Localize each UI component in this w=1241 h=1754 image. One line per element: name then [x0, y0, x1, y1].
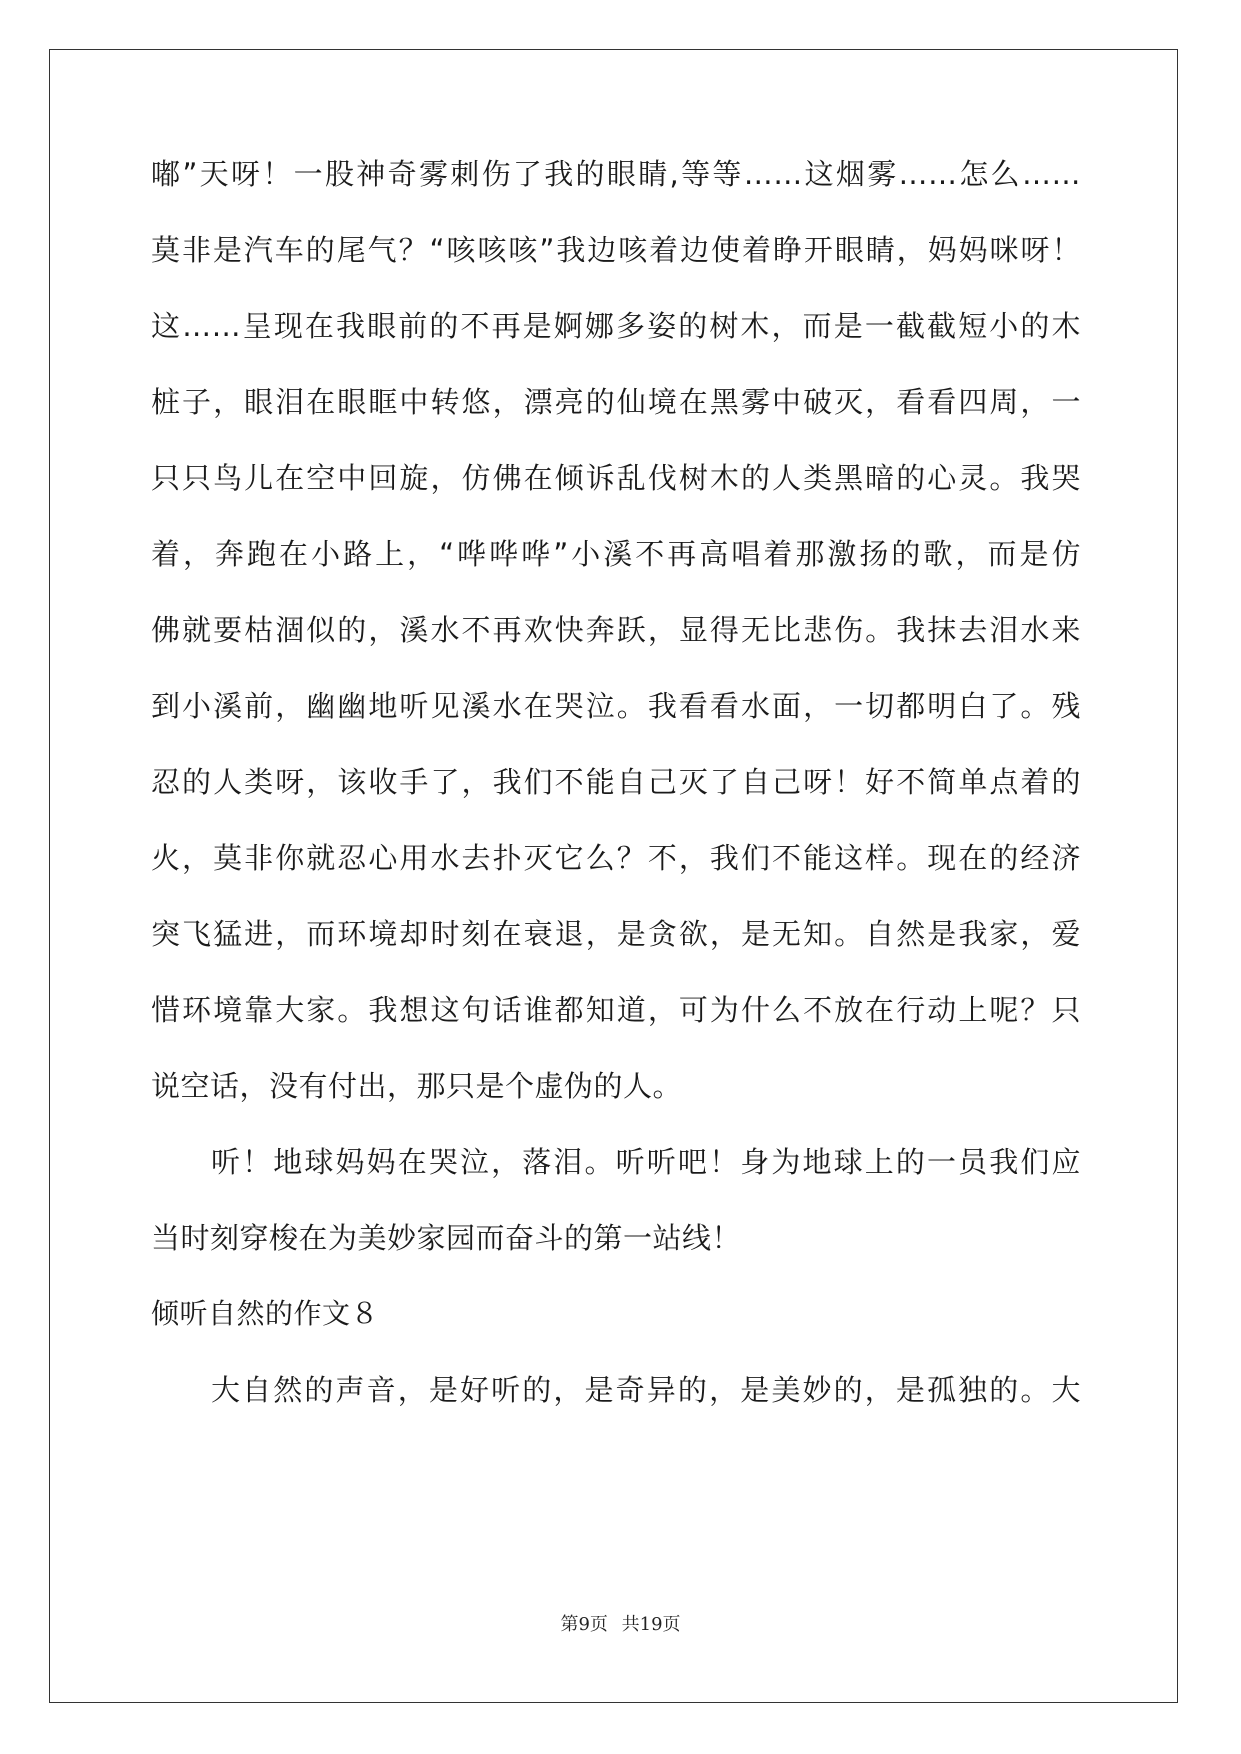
paragraph-line: 佛就要枯涸似的，溪水不再欢快奔跃，显得无比悲伤。我抹去泪水来: [151, 613, 1081, 647]
paragraph-line: 惜环境靠大家。我想这句话谁都知道，可为什么不放在行动上呢？只: [151, 993, 1081, 1027]
paragraph-line: 突飞猛进，而环境却时刻在衰退，是贪欲，是无知。自然是我家，爱: [151, 917, 1081, 951]
paragraph-line: 嘟”天呀！一股神奇雾刺伤了我的眼睛,等等……这烟雾……怎么……: [151, 157, 1081, 191]
paragraph-line: 到小溪前，幽幽地听见溪水在哭泣。我看看水面，一切都明白了。残: [151, 689, 1081, 723]
paragraph-line: 这……呈现在我眼前的不再是婀娜多姿的树木，而是一截截短小的木: [151, 309, 1081, 343]
paragraph-line: 莫非是汽车的尾气？“咳咳咳”我边咳着边使着睁开眼睛，妈妈咪呀！: [151, 233, 1081, 267]
total-pages: 共19页: [621, 1614, 681, 1635]
paragraph-line: 听！地球妈妈在哭泣，落泪。听听吧！身为地球上的一员我们应: [211, 1145, 1081, 1179]
document-body: [151, 157, 1081, 1449]
paragraph-line: 桩子，眼泪在眼眶中转悠，漂亮的仙境在黑雾中破灭，看看四周，一: [151, 385, 1081, 419]
paragraph-line: 火，莫非你就忍心用水去扑灭它么？不，我们不能这样。现在的经济: [151, 841, 1081, 875]
paragraph-line: 当时刻穿梭在为美妙家园而奋斗的第一站线！: [151, 1221, 742, 1255]
section-heading: 倾听自然的作文８: [151, 1297, 380, 1330]
page-number: 第9页: [560, 1614, 608, 1635]
paragraph-line: 着，奔跑在小路上，“哗哗哗”小溪不再高唱着那激扬的歌，而是仿: [151, 537, 1081, 571]
paragraph-line: 只只鸟儿在空中回旋，仿佛在倾诉乱伐树木的人类黑暗的心灵。我哭: [151, 461, 1081, 495]
paragraph-line: 忍的人类呀，该收手了，我们不能自己灭了自己呀！好不简单点着的: [151, 765, 1081, 799]
paragraph-line: 大自然的声音，是好听的，是奇异的，是美妙的，是孤独的。大: [211, 1373, 1081, 1407]
paragraph-line: 说空话，没有付出，那只是个虚伪的人。: [151, 1069, 683, 1103]
page-footer: [0, 1610, 1241, 1636]
